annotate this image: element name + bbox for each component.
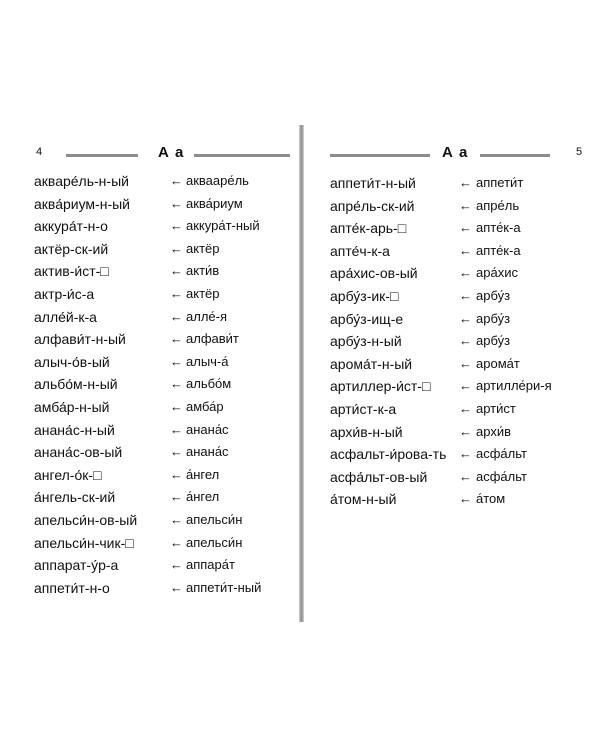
base-word: алыч-а́ xyxy=(186,353,229,369)
derivation-arrow: ← xyxy=(459,446,472,462)
morpheme-breakdown: апре́ль-ск-ий xyxy=(330,197,415,214)
base-word: архи́в xyxy=(476,423,511,439)
dictionary-entry xyxy=(0,396,300,419)
base-word: асфа́льт xyxy=(476,468,527,484)
dictionary-entry xyxy=(304,488,600,511)
derivation-arrow: ← xyxy=(459,265,472,281)
dictionary-entry xyxy=(0,170,300,193)
morpheme-breakdown: аккура́т-н-о xyxy=(34,218,108,235)
dictionary-entry xyxy=(0,486,300,509)
morpheme-breakdown: амба́р-н-ый xyxy=(34,399,110,415)
morpheme-breakdown: асфальт-и́рова-ть xyxy=(330,446,447,463)
derivation-arrow: ← xyxy=(459,491,472,507)
dictionary-entry xyxy=(0,419,300,442)
base-word: альбо́м xyxy=(186,376,232,392)
dictionary-entry xyxy=(304,421,600,444)
base-word: арома́т xyxy=(476,355,520,371)
base-word: акти́в xyxy=(186,263,220,279)
morpheme-breakdown: апельси́н-ов-ый xyxy=(34,512,138,528)
derivation-arrow: ← xyxy=(170,240,183,256)
dictionary-entry xyxy=(0,193,300,216)
base-word: ара́хис xyxy=(476,265,518,281)
base-word: апельси́н xyxy=(186,534,243,550)
dictionary-entry xyxy=(0,509,300,532)
base-word: алфави́т xyxy=(186,331,239,347)
dictionary-entry xyxy=(0,554,300,577)
derivation-arrow: ← xyxy=(459,242,472,258)
dictionary-entry xyxy=(0,464,300,487)
dictionary-entry xyxy=(304,466,600,489)
morpheme-breakdown: архи́в-н-ый xyxy=(330,423,403,440)
dictionary-entry xyxy=(0,306,300,329)
derivation-arrow: ← xyxy=(170,534,183,550)
derivation-arrow: ← xyxy=(459,175,472,190)
morpheme-breakdown: аппарат-у́р-а xyxy=(34,557,119,574)
base-word: актёр xyxy=(186,240,220,256)
morpheme-breakdown: апте́к-арь-□ xyxy=(330,220,407,237)
base-word: а́нгел xyxy=(186,489,220,505)
morpheme-breakdown: анана́с-н-ый xyxy=(34,421,115,438)
base-word: а́нгел xyxy=(186,466,220,482)
base-word: апельси́н xyxy=(186,512,243,527)
derivation-arrow: ← xyxy=(170,195,183,211)
dictionary-entry xyxy=(0,577,300,600)
morpheme-breakdown: аппети́т-н-ый xyxy=(330,175,416,191)
base-word: анана́с xyxy=(186,421,229,437)
base-word: аквааре́ль xyxy=(186,173,249,188)
morpheme-breakdown: апте́ч-к-а xyxy=(330,242,390,259)
derivation-arrow: ← xyxy=(170,353,183,369)
dictionary-entry xyxy=(0,328,300,351)
derivation-arrow: ← xyxy=(459,288,472,303)
derivation-arrow: ← xyxy=(170,579,183,595)
base-word: арбу́з xyxy=(476,310,511,326)
base-word: алле́-я xyxy=(186,308,227,324)
derivation-arrow: ← xyxy=(170,286,183,301)
derivation-arrow: ← xyxy=(170,173,183,188)
section-header-left: А а xyxy=(158,144,185,161)
derivation-arrow: ← xyxy=(459,197,472,213)
header-rule-right-b xyxy=(480,154,550,157)
base-word: апте́к-а xyxy=(476,242,521,258)
derivation-arrow: ← xyxy=(459,423,472,439)
morpheme-breakdown: алфави́т-н-ый xyxy=(34,331,126,348)
base-word: апре́ль xyxy=(476,197,520,213)
dictionary-entry xyxy=(0,373,300,396)
morpheme-breakdown: анана́с-ов-ый xyxy=(34,444,123,461)
morpheme-breakdown: а́том-н-ый xyxy=(330,491,397,508)
morpheme-breakdown: асфа́льт-ов-ый xyxy=(330,468,428,485)
dictionary-entry xyxy=(0,441,300,464)
page-number-right: 5 xyxy=(576,146,583,158)
dictionary-entry xyxy=(304,172,600,195)
derivation-arrow: ← xyxy=(170,376,183,392)
morpheme-breakdown: арбу́з-ищ-е xyxy=(330,310,404,327)
base-word: арбу́з xyxy=(476,333,511,349)
morpheme-breakdown: артиллер-и́ст-□ xyxy=(330,378,431,395)
dictionary-entry xyxy=(304,285,600,308)
dictionary-entry xyxy=(0,215,300,238)
morpheme-breakdown: аппети́т-н-о xyxy=(34,579,110,596)
morpheme-breakdown: альбо́м-н-ый xyxy=(34,376,118,393)
base-word: аква́риум xyxy=(186,195,243,211)
section-header-right: А а xyxy=(442,144,469,161)
base-word: а́том xyxy=(476,491,506,507)
dictionary-entry xyxy=(0,351,300,374)
derivation-arrow: ← xyxy=(170,512,183,527)
derivation-arrow: ← xyxy=(459,310,472,326)
dictionary-entry xyxy=(304,195,600,218)
derivation-arrow: ← xyxy=(170,308,183,324)
morpheme-breakdown: актёр-ск-ий xyxy=(34,240,109,257)
dictionary-entry xyxy=(0,532,300,555)
dictionary-entry xyxy=(304,443,600,466)
dictionary-entry xyxy=(304,375,600,398)
derivation-arrow: ← xyxy=(170,399,183,414)
derivation-arrow: ← xyxy=(459,333,472,349)
dictionary-entry xyxy=(0,238,300,261)
derivation-arrow: ← xyxy=(170,489,183,505)
base-word: апте́к-а xyxy=(476,220,521,236)
derivation-arrow: ← xyxy=(170,557,183,573)
right-page xyxy=(304,0,600,750)
base-word: аппара́т xyxy=(186,557,235,573)
morpheme-breakdown: акваре́ль-н-ый xyxy=(34,173,129,189)
morpheme-breakdown: алыч-о́в-ый xyxy=(34,353,110,370)
morpheme-breakdown: аква́риум-н-ый xyxy=(34,195,130,212)
morpheme-breakdown: арбу́з-ик-□ xyxy=(330,288,399,304)
derivation-arrow: ← xyxy=(459,220,472,236)
page-number-left: 4 xyxy=(36,146,43,158)
base-word: амба́р xyxy=(186,399,224,414)
base-word: аппети́т-ный xyxy=(186,579,262,595)
dictionary-entry xyxy=(304,308,600,331)
morpheme-breakdown: арбу́з-н-ый xyxy=(330,333,402,350)
base-word: арти́ст xyxy=(476,401,516,416)
dictionary-entry xyxy=(304,262,600,285)
base-word: артилле́ри-я xyxy=(476,378,552,394)
base-word: анана́с xyxy=(186,444,229,460)
dictionary-entry xyxy=(304,217,600,240)
header-rule-left-a xyxy=(66,154,138,157)
base-word: актёр xyxy=(186,286,220,301)
dictionary-entry xyxy=(304,330,600,353)
dictionary-entry xyxy=(304,353,600,376)
base-word: арбу́з xyxy=(476,288,511,303)
dictionary-entry xyxy=(0,260,300,283)
derivation-arrow: ← xyxy=(459,401,472,416)
morpheme-breakdown: апельси́н-чик-□ xyxy=(34,534,134,551)
derivation-arrow: ← xyxy=(170,466,183,482)
morpheme-breakdown: алле́й-к-а xyxy=(34,308,97,325)
base-word: асфа́льт xyxy=(476,446,527,462)
derivation-arrow: ← xyxy=(459,468,472,484)
derivation-arrow: ← xyxy=(170,218,183,234)
derivation-arrow: ← xyxy=(170,331,183,347)
header-rule-right-a xyxy=(330,154,430,157)
morpheme-breakdown: а́нгель-ск-ий xyxy=(34,489,116,506)
morpheme-breakdown: арти́ст-к-а xyxy=(330,401,397,417)
derivation-arrow: ← xyxy=(459,378,472,394)
derivation-arrow: ← xyxy=(170,444,183,460)
dictionary-entry xyxy=(304,240,600,263)
morpheme-breakdown: арома́т-н-ый xyxy=(330,355,413,372)
header-rule-left-b xyxy=(194,154,290,157)
base-word: аккура́т-ный xyxy=(186,218,260,234)
derivation-arrow: ← xyxy=(170,263,183,279)
base-word: аппети́т xyxy=(476,175,524,190)
morpheme-breakdown: ара́хис-ов-ый xyxy=(330,265,418,282)
morpheme-breakdown: актив-и́ст-□ xyxy=(34,263,109,280)
morpheme-breakdown: актр-и́с-а xyxy=(34,286,95,302)
morpheme-breakdown: ангел-о́к-□ xyxy=(34,466,102,483)
derivation-arrow: ← xyxy=(170,421,183,437)
dictionary-entry xyxy=(304,398,600,421)
dictionary-entry xyxy=(0,283,300,306)
derivation-arrow: ← xyxy=(459,355,472,371)
